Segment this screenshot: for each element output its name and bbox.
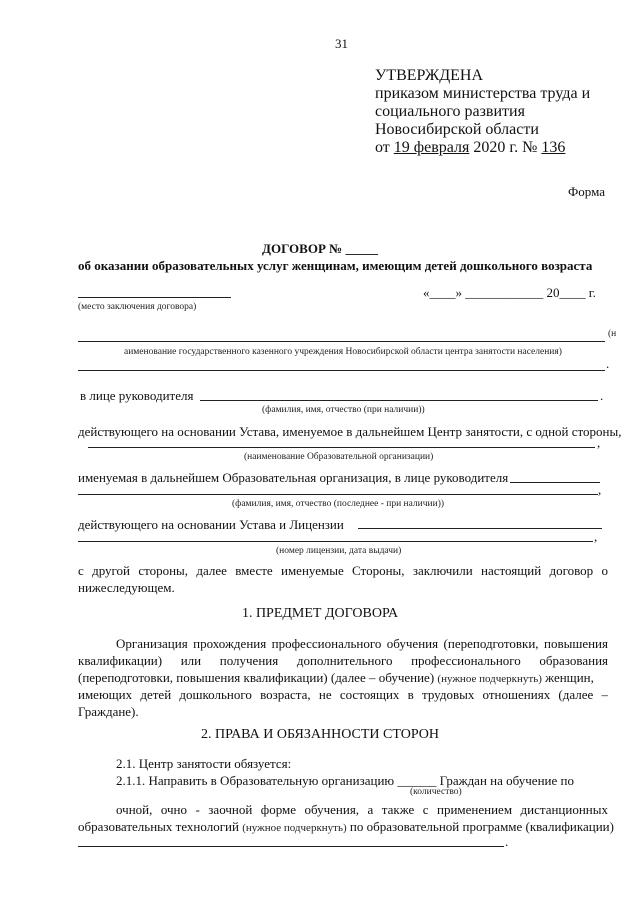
quantity-caption: (количество) — [410, 787, 462, 797]
approval-date-prefix: от — [375, 139, 394, 156]
basis-text: действующего на основании Устава, именуемое в дальнейшем Центр занятости, с одной стороны, — [78, 424, 622, 439]
line-end-period: . — [606, 356, 610, 371]
section-1-line-5: Граждане). — [78, 704, 139, 719]
page-number: 31 — [335, 36, 348, 51]
license-caption: (номер лицензии, дата выдачи) — [276, 546, 402, 556]
org-text: именуемая в дальнейшем Образовательная организация, в лице руководителя — [78, 470, 509, 485]
license-comma: , — [594, 529, 598, 544]
approval-line-3: социального развития — [375, 103, 525, 120]
org-line-comma: , — [597, 435, 601, 450]
clause-line-1: очной, очно - заочной форме обучения, а также с применением дистанционных — [116, 802, 608, 817]
head-fio-caption: (фамилия, имя, отчество (при наличии)) — [262, 405, 425, 415]
approval-line-4: Новосибирской области — [375, 121, 539, 138]
parties-line-2: нижеследующем. — [78, 580, 175, 595]
section-1-line-1: Организация прохождения профессионального обучения (переподготовки, повышения — [116, 636, 608, 651]
approval-date: 19 февраля — [393, 139, 470, 156]
place-blank-line — [78, 297, 231, 298]
section-1-note: (нужное подчеркнуть) — [437, 673, 542, 685]
head-fio-line — [200, 400, 598, 401]
approval-date-line — [375, 138, 565, 157]
section-1-line-3a: (переподготовки, повышения квалификации) (далее – обучение) — [78, 670, 438, 685]
org-fio-caption: (фамилия, имя, отчество (последнее - при наличии)) — [232, 499, 445, 509]
form-label: Форма — [568, 184, 605, 199]
org-name-caption: (наименование Образовательной организации) — [244, 452, 434, 462]
section-1-line-3c: женщин, — [541, 670, 594, 685]
contract-subtitle: об оказании образовательных услуг женщинам, имеющим детей дошкольного возраста — [78, 258, 593, 273]
place-caption: (место заключения договора) — [78, 302, 197, 312]
org-head-line — [510, 482, 600, 483]
license-line-2 — [78, 541, 593, 542]
clause-note: (нужное подчеркнуть) — [242, 822, 347, 834]
center-name-line — [78, 341, 605, 342]
section-2-title: 2. ПРАВА И ОБЯЗАННОСТИ СТОРОН — [200, 727, 440, 742]
approval-number: 136 — [541, 139, 566, 156]
approval-line-2: приказом министерства труда и — [375, 85, 591, 102]
license-text: действующего на основании Устава и Лицензии — [78, 517, 344, 532]
clause-line-2a: образовательных технологий — [78, 819, 243, 834]
clause-line-2 — [78, 819, 614, 835]
org-name-line — [88, 447, 595, 448]
clause-line-2c: по образовательной программе (квалификации) — [346, 819, 614, 834]
contract-title: ДОГОВОР № _____ — [262, 241, 378, 256]
clause-2-1: 2.1. Центр занятости обязуется: — [116, 756, 292, 771]
edge-fragment: (н — [608, 329, 617, 339]
approval-heading: УТВЕРЖДЕНА — [375, 67, 484, 84]
center-name-line-2 — [78, 370, 605, 371]
head-line-period: . — [600, 388, 604, 403]
section-1-line-3 — [78, 670, 594, 686]
date-line: «____» ____________ 20____ г. — [423, 285, 596, 300]
section-1-line-4: имеющих детей дошкольного возраста, не состоящих в трудовых отношениях (далее – — [78, 687, 608, 702]
license-line-1 — [358, 528, 602, 529]
clause-end-period: . — [505, 834, 509, 849]
program-line — [78, 846, 504, 847]
section-1-title: 1. ПРЕДМЕТ ДОГОВОРА — [241, 606, 399, 621]
org-fio-comma: , — [598, 482, 602, 497]
center-name-caption: аименование государственного казенного учреждения Новосибирской области центра занятости населения) — [124, 347, 562, 357]
clause-2-1-1: 2.1.1. Направить в Образовательную организацию ______ Граждан на обучение по — [116, 773, 574, 788]
org-fio-line — [78, 494, 598, 495]
section-1-line-2: квалификации) или получения дополнительного профессионального образования — [78, 653, 608, 668]
approval-date-suffix: 2020 г. № — [469, 139, 542, 156]
head-label: в лице руководителя — [80, 388, 194, 403]
parties-line-1: с другой стороны, далее вместе именуемые Стороны, заключили настоящий договор о — [78, 563, 608, 578]
